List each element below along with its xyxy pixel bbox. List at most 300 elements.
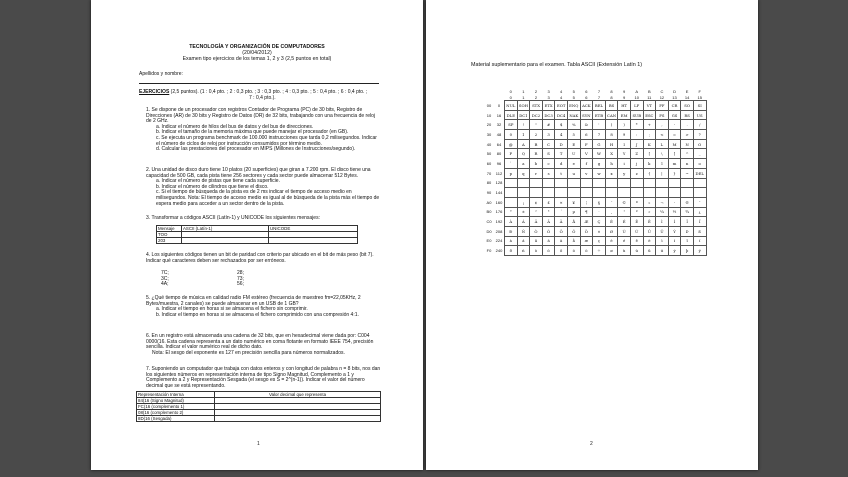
ascii-cell: ¹ [618, 207, 631, 217]
ascii-cell: G [593, 139, 606, 149]
ascii-cell [605, 188, 618, 198]
ascii-cell: SYN [580, 110, 593, 120]
ascii-cell: Û [643, 226, 656, 236]
ascii-cell: O [693, 139, 706, 149]
ascii-cell [630, 188, 643, 198]
q4-code: 28; [237, 270, 244, 276]
ascii-cell: Ü [656, 226, 669, 236]
ascii-cell: FF [656, 101, 669, 111]
ascii-col-header: 15 [697, 94, 702, 100]
ascii-row-dec: 16 [496, 112, 502, 118]
ascii-cell: DC4 [555, 110, 568, 120]
table-row [484, 236, 706, 246]
q4-code: 56; [237, 281, 244, 288]
ascii-cell: GS [668, 110, 681, 120]
ascii-cell: A [517, 139, 530, 149]
ascii-cell: À [505, 217, 518, 227]
ejercicios-header [139, 90, 381, 101]
ascii-col-header: 4 [560, 94, 563, 100]
ascii-cell: ¿ [693, 207, 706, 217]
ascii-cell: k [643, 159, 656, 169]
ascii-cell: US [693, 110, 706, 120]
q2-intro: 2. Una unidad de disco duro tiene 10 platos (20 superficies) que giran a 7.200 rpm. El disco tiene una capacidad de 500 GB, cada pista tiene 256 sectores y cada sector puede almacenar 512 Bytes. [146, 167, 371, 179]
ascii-col-header: 2 [534, 94, 538, 100]
ascii-cell: b [530, 159, 543, 169]
ascii-cell: NUL [505, 101, 518, 111]
ascii-cell: T [555, 149, 568, 159]
ascii-cell: Î [681, 217, 694, 227]
ascii-cell: W [593, 149, 606, 159]
table-row [484, 149, 706, 159]
table-row [484, 130, 706, 140]
ascii-cell: Ó [542, 226, 555, 236]
table-row [484, 217, 706, 227]
ascii-cell: p [505, 168, 518, 178]
ascii-table [484, 89, 707, 256]
ascii-cell: DLE [505, 110, 518, 120]
ascii-cell [693, 188, 706, 198]
ascii-cell: 5 [567, 130, 580, 140]
ascii-col-header: C [660, 89, 664, 95]
ascii-cell: ¶ [580, 207, 593, 217]
ascii-cell: EM [618, 110, 631, 120]
ascii-cell: DC2 [530, 110, 543, 120]
ascii-cell: } [668, 168, 681, 178]
table-row [484, 120, 706, 130]
ascii-cell: X [605, 149, 618, 159]
ascii-cell: ) [618, 120, 631, 130]
ascii-row-hex: 80 [486, 180, 492, 186]
ascii-cell [505, 178, 518, 188]
ascii-cell: z [630, 168, 643, 178]
ascii-cell: Ú [630, 226, 643, 236]
ascii-cell: í [668, 236, 681, 246]
ascii-cell: Þ [681, 226, 694, 236]
ascii-row-dec: 128 [495, 180, 503, 186]
ascii-cell: Ø [605, 226, 618, 236]
ascii-cell: ? [693, 130, 706, 140]
ascii-cell: D [555, 139, 568, 149]
ascii-cell: « [643, 197, 656, 207]
ascii-cell: © [618, 197, 631, 207]
ascii-cell [580, 188, 593, 198]
ascii-cell: õ [567, 246, 580, 256]
ascii-col-header: 8 [610, 94, 613, 100]
ascii-cell: ] [668, 149, 681, 159]
ascii-cell: y [618, 168, 631, 178]
table-row [137, 416, 381, 422]
q7-row-code: FC(16 (complemento 1) [137, 404, 215, 410]
ascii-cell: Ç [593, 217, 606, 227]
q7-intro: 7. Suponiendo un computador que trabaja con datos enteros y con longitud de palabra n = 8 bits, nos dan los siguientes números en representación interna de tipo Signo Magnitud, Complemento a 1 y Complemento a 2 y Representación Sesgada (el sesgo es S = 2^(n-1)). Indicar el valor del número decimal que se está representando. [146, 366, 381, 389]
ascii-cell: 9 [618, 130, 631, 140]
ascii-cell: & [580, 120, 593, 130]
ascii-cell: ACK [580, 101, 593, 111]
table-row [484, 139, 706, 149]
question-7 [138, 366, 381, 422]
ascii-cell: BS [605, 101, 618, 111]
ascii-cell: " [530, 120, 543, 130]
ascii-row-hex: 10 [486, 112, 492, 118]
ascii-cell: 3 [542, 130, 555, 140]
ascii-cell: û [643, 246, 656, 256]
ascii-col-header: 1 [522, 89, 525, 95]
ascii-cell: # [542, 120, 555, 130]
table-row [157, 237, 358, 243]
ascii-cell [567, 188, 580, 198]
ascii-row-dec: 160 [495, 199, 503, 205]
q1-intro: 1. Se dispone de un procesador con registros Contador de Programa (PC) de 30 bits, Registro de Direcciones (AR) de 30 bits y Registro de Datos (DR) de 32 bits, trabajando con una frecuencia de reloj de 2 GHz. [146, 107, 376, 125]
q3-header-mensaje: Mensaje [157, 225, 182, 231]
q7-header-representacion: Representación Interna [137, 392, 215, 398]
ascii-cell: I [618, 139, 631, 149]
ascii-cell: ` [505, 159, 518, 169]
ascii-cell: / [693, 120, 706, 130]
table-row [484, 197, 706, 207]
ascii-cell: | [656, 168, 669, 178]
q7-row-code: 84(16 (Signo Magnitud) [137, 398, 215, 404]
page-number: 1 [257, 441, 260, 447]
q4-code: 7C; [161, 270, 169, 276]
ascii-col-header: 6 [585, 89, 588, 95]
exam-page-2 [426, 0, 758, 470]
ascii-cell: EOT [555, 101, 568, 111]
ascii-cell: ä [555, 236, 568, 246]
ascii-col-header: 9 [623, 94, 626, 100]
ascii-cell [517, 178, 530, 188]
ascii-cell: ô [555, 246, 568, 256]
ejercicios-title: EJERCICIOS [139, 89, 170, 95]
ascii-cell: [ [643, 149, 656, 159]
ascii-cell: Ï [693, 217, 706, 227]
ascii-cell: ó [542, 246, 555, 256]
ascii-cell: · [593, 207, 606, 217]
exam-date: (20/04/2012) [242, 50, 272, 56]
ascii-cell: SP [505, 120, 518, 130]
ascii-cell: È [605, 217, 618, 227]
ascii-cell: ½ [668, 207, 681, 217]
ascii-cell [580, 178, 593, 188]
ascii-cell: î [681, 236, 694, 246]
ascii-cell: f [580, 159, 593, 169]
ascii-cell: SO [681, 101, 694, 111]
ascii-cell: x [605, 168, 618, 178]
ascii-row-dec: 80 [496, 151, 502, 157]
ejercicios-points-2: 7 : 0,4 pto.). [249, 94, 276, 101]
ascii-cell: 7 [593, 130, 606, 140]
ascii-row-dec: 96 [496, 160, 502, 166]
ascii-col-header: B [647, 89, 651, 95]
ascii-cell: ~ [681, 168, 694, 178]
ascii-row-hex: 60 [486, 160, 492, 166]
ascii-row-dec: 0 [497, 102, 501, 108]
ascii-cell: e [567, 159, 580, 169]
ascii-cell [567, 178, 580, 188]
ascii-cell: DC3 [542, 110, 555, 120]
ascii-cell [656, 188, 669, 198]
ascii-cell: ´ [555, 207, 568, 217]
ascii-cell: - [668, 197, 681, 207]
ascii-cell: c [542, 159, 555, 169]
ascii-cell: * [630, 120, 643, 130]
ascii-cell: i [618, 159, 631, 169]
ascii-col-header: 8 [610, 89, 613, 95]
ascii-cell: l [656, 159, 669, 169]
q2-item-b: b. Indicar el número de cilindros que tiene el disco. [156, 183, 269, 190]
ascii-cell: v [580, 168, 593, 178]
ascii-col-header: E [685, 89, 689, 95]
ascii-cell: w [593, 168, 606, 178]
ascii-cell: t [555, 168, 568, 178]
ascii-cell [630, 178, 643, 188]
ascii-cell: ° [505, 207, 518, 217]
ascii-cell [593, 178, 606, 188]
ascii-cell: Ê [630, 217, 643, 227]
ascii-cell: à [505, 236, 518, 246]
ascii-cell: É [618, 217, 631, 227]
ascii-cell: SI [693, 101, 706, 111]
ascii-cell: ¢ [530, 197, 543, 207]
ascii-cell: ñ [517, 246, 530, 256]
ascii-cell [618, 178, 631, 188]
ascii-cell: Ð [505, 226, 518, 236]
ascii-row-hex: D0 [486, 228, 492, 234]
ascii-cell: ï [693, 236, 706, 246]
ascii-cell [681, 178, 694, 188]
ascii-row-dec: 240 [495, 248, 503, 254]
ascii-col-header: 3 [547, 89, 550, 95]
ascii-cell: > [681, 130, 694, 140]
ascii-cell: ' [593, 120, 606, 130]
ascii-cell: B [530, 139, 543, 149]
ascii-row-dec: 32 [496, 122, 502, 128]
ascii-cell: N [681, 139, 694, 149]
ascii-cell: ¾ [681, 207, 694, 217]
ascii-cell: S [542, 149, 555, 159]
ascii-cell: g [593, 159, 606, 169]
ascii-row-dec: 224 [495, 238, 503, 244]
ejercicios-points: (2,5 puntos). (1 : 0,4 pto. ; 2 : 0,3 pto. ; 3 : 0,3 pto. ; 4 : 0,3 pto. ; 5 : 0,4 pto. ; 6 : 0,4 pto. ; [169, 89, 368, 95]
ascii-cell: 8 [605, 130, 618, 140]
q7-header-valor: Valor decimal que representa [215, 392, 381, 398]
ascii-cell: VT [643, 101, 656, 111]
ascii-row-dec: 208 [495, 228, 503, 234]
ascii-cell: ¥ [567, 197, 580, 207]
ascii-cell: » [643, 207, 656, 217]
ascii-row-dec: 112 [495, 170, 503, 176]
ascii-cell: ê [630, 236, 643, 246]
ascii-col-header: F [698, 89, 701, 95]
ascii-cell: ø [605, 246, 618, 256]
q4-code: 3C; [161, 275, 169, 282]
ascii-cell: CR [668, 101, 681, 111]
ascii-cell [530, 188, 543, 198]
ascii-cell: H [605, 139, 618, 149]
q1-item-b: b. Indicar el tamaño de la memoria máxima que puede manejar el procesador (en GB). [156, 129, 349, 136]
ascii-col-header: 1 [522, 94, 525, 100]
ascii-cell: FS [656, 110, 669, 120]
ascii-cell: ¸ [605, 207, 618, 217]
ascii-row-hex: B0 [486, 209, 492, 215]
ascii-cell: s [542, 168, 555, 178]
ascii-cell [693, 178, 706, 188]
q5-item-a: a. Indicar el tiempo en horas si se almacena el fichero sin comprimir. [156, 306, 308, 313]
ascii-cell: r [530, 168, 543, 178]
ascii-cell: è [605, 236, 618, 246]
table-row [484, 207, 706, 217]
ascii-cell: ë [643, 236, 656, 246]
ascii-cell: _ [693, 149, 706, 159]
ascii-cell: ± [517, 207, 530, 217]
ascii-cell [555, 178, 568, 188]
ascii-cell: P [505, 149, 518, 159]
ascii-cell: 2 [530, 130, 543, 140]
ascii-cell: Í [668, 217, 681, 227]
ascii-cell: ® [681, 197, 694, 207]
ascii-cell [618, 188, 631, 198]
ascii-col-header: 0 [509, 94, 512, 100]
q3-header-ascii: ASCII (Latín-1) [182, 225, 269, 231]
ascii-cell: µ [567, 207, 580, 217]
ascii-cell: Á [517, 217, 530, 227]
ascii-cell: ò [530, 246, 543, 256]
ascii-cell [542, 178, 555, 188]
question-1 [146, 108, 381, 153]
ascii-col-header: 2 [534, 89, 538, 95]
ascii-cell [542, 188, 555, 198]
ascii-cell: DC1 [517, 110, 530, 120]
ascii-col-header: 5 [572, 94, 575, 100]
ascii-cell [505, 188, 518, 198]
ascii-cell: V [580, 149, 593, 159]
ascii-cell: u [567, 168, 580, 178]
ascii-cell [605, 178, 618, 188]
question-6 [146, 334, 381, 356]
ascii-cell: § [593, 197, 606, 207]
ascii-cell: 6 [580, 130, 593, 140]
ascii-cell: j [630, 159, 643, 169]
ascii-cell: ¦ [580, 197, 593, 207]
ascii-cell: Å [567, 217, 580, 227]
ascii-cell: M [668, 139, 681, 149]
q4-intro: 4. Los siguientes códigos tienen un bit de paridad con criterio par ubicado en el bit de más peso (bit 7). Indicar qué caracteres deben ser rechazados por ser erróneos. [146, 252, 374, 264]
q6-note: Nota: El sesgo del exponente es 127 en precisión sencilla para números normalizados. [152, 349, 345, 356]
ascii-cell: BEL [593, 101, 606, 111]
ascii-cell: , [656, 120, 669, 130]
ascii-cell: ! [517, 120, 530, 130]
ascii-cell [530, 178, 543, 188]
ascii-row-hex: 20 [486, 122, 492, 128]
ascii-row-hex: 30 [486, 131, 492, 137]
ascii-cell: R [530, 149, 543, 159]
ascii-cell: æ [580, 236, 593, 246]
ascii-cell: ^ [681, 149, 694, 159]
q3-table [156, 225, 358, 244]
ascii-cell: \ [656, 149, 669, 159]
ascii-row-hex: E0 [486, 238, 492, 244]
ascii-cell: ß [693, 226, 706, 236]
ascii-row-hex: 40 [486, 141, 492, 147]
ascii-col-header: 13 [672, 94, 677, 100]
ascii-cell: ç [593, 236, 606, 246]
divider-line [139, 83, 379, 84]
ascii-cell: E [567, 139, 580, 149]
ascii-cell: DEL [693, 168, 706, 178]
ascii-cell: é [618, 236, 631, 246]
ascii-cell [656, 178, 669, 188]
ascii-row-hex: A0 [486, 199, 492, 205]
ascii-cell: £ [542, 197, 555, 207]
ascii-row-hex: 50 [486, 151, 492, 157]
ascii-cell: Ã [542, 217, 555, 227]
ascii-row-dec: 64 [496, 141, 502, 147]
ascii-cell: Q [517, 149, 530, 159]
ascii-col-header: 11 [647, 94, 652, 100]
ascii-cell: a [517, 159, 530, 169]
ascii-row-dec: 48 [496, 131, 502, 137]
ascii-cell: ö [580, 246, 593, 256]
ascii-col-header: 7 [597, 94, 601, 100]
ascii-cell: ESC [643, 110, 656, 120]
ascii-cell: 0 [505, 130, 518, 140]
table-row [484, 110, 706, 120]
ascii-cell: $ [555, 120, 568, 130]
q5-intro: 5. ¿Qué tiempo de música en calidad radio FM estéreo (frecuencia de muestreo fm=22,05KHz, 2 Bytes/muestra, 2 canales) se puede almacenar en un USB de 1 GB? [146, 295, 361, 307]
ascii-cell: ³ [542, 207, 555, 217]
ascii-cell [681, 188, 694, 198]
q7-row-code: 8D(16 (Sesgada) [137, 416, 215, 422]
q1-item-d: d. Calcular las prestaciones del procesador en MIPS (Millones de Instrucciones/segundo). [156, 146, 356, 153]
name-label: Apellidos y nombre: [139, 71, 183, 77]
ascii-row-dec: 192 [495, 219, 503, 225]
ascii-row-hex: 70 [486, 170, 492, 176]
ascii-cell: Ë [643, 217, 656, 227]
ascii-cell [593, 188, 606, 198]
question-5 [146, 296, 381, 318]
question-2 [146, 168, 381, 207]
ascii-cell: Z [630, 149, 643, 159]
ascii-title: Material suplementario para el examen. Tabla ASCII (Extensión Latín 1) [471, 62, 642, 68]
ascii-cell: n [681, 159, 694, 169]
ascii-cell: Ñ [517, 226, 530, 236]
ascii-cell: á [517, 236, 530, 246]
ascii-cell: Õ [567, 226, 580, 236]
ascii-cell: m [668, 159, 681, 169]
ascii-cell: + [643, 120, 656, 130]
ascii-cell: = [668, 130, 681, 140]
ascii-row-hex: C0 [486, 219, 492, 225]
ascii-col-header: 14 [684, 94, 690, 100]
table-row [484, 226, 706, 236]
q7-row-code: 08(16 (complemento 2) [137, 410, 215, 416]
page-number: 2 [590, 441, 593, 447]
ascii-cell: J [630, 139, 643, 149]
ascii-cell: @ [505, 139, 518, 149]
ascii-cell: Y [618, 149, 631, 159]
ascii-cell: o [693, 159, 706, 169]
q4-codes-left [161, 271, 169, 288]
ascii-cell: º [630, 207, 643, 217]
ascii-cell: å [567, 236, 580, 246]
table-row [484, 246, 706, 256]
ascii-cell: ã [542, 236, 555, 246]
ascii-col-header: A [635, 89, 639, 95]
ascii-cell: ¼ [656, 207, 669, 217]
q4-code: 73; [237, 275, 244, 282]
ascii-cell: × [593, 226, 606, 236]
ascii-cell: CAN [605, 110, 618, 120]
course-title: TECNOLOGÍA Y ORGANIZACIÓN DE COMPUTADORES [189, 44, 325, 50]
